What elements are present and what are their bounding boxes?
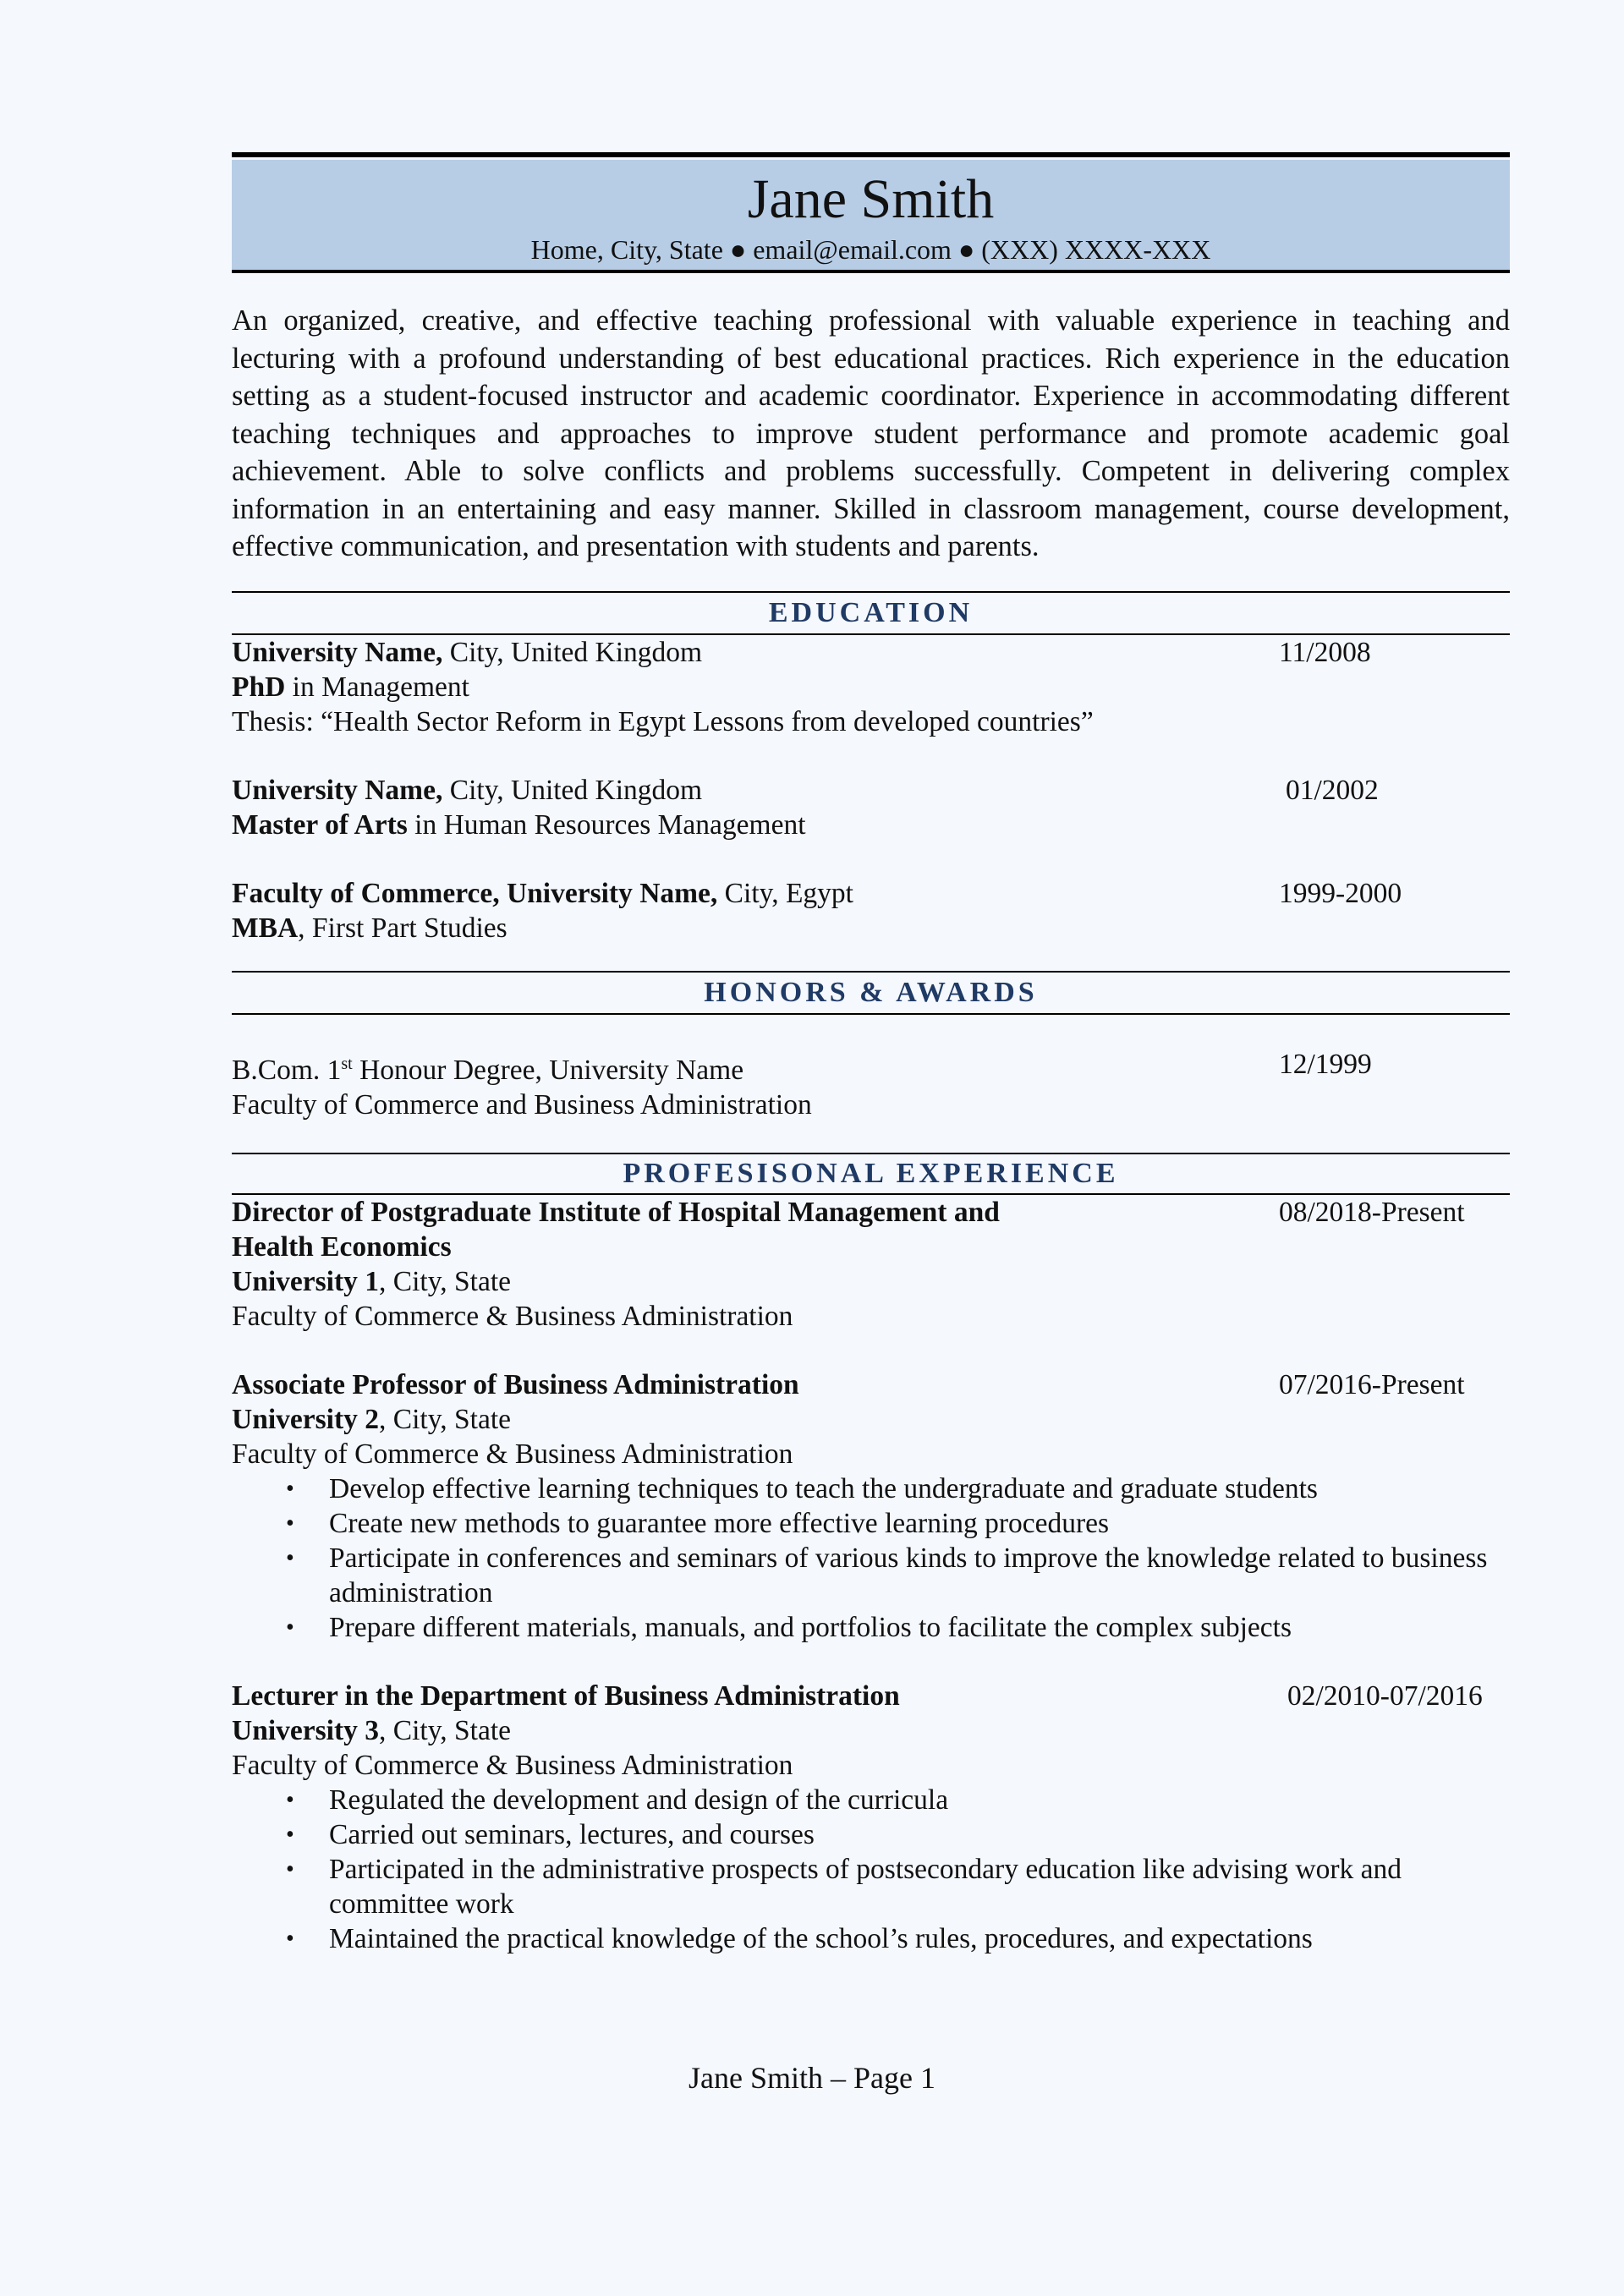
page-footer: Jane Smith – Page 1 [689,2061,935,2095]
job-title: Associate Professor of Business Administration [232,1368,799,1400]
honor-faculty: Faculty of Commerce and Business Administration [232,1088,812,1121]
honor-entry [232,1047,1510,1122]
bullet-text: Regulated the development and design of the curricula [329,1784,949,1816]
contact-line: Home, City, State ● email@email.com ● (XXX) XXXX-XXX [530,234,1211,265]
bullet-icon: • [286,1925,294,1952]
section-heading-experience: PROFESISONAL EXPERIENCE [232,1153,1510,1195]
job-department: Faculty of Commerce & Business Administration [232,1438,793,1470]
bullet-text: Carried out seminars, lectures, and courses [329,1818,815,1850]
education-section [232,591,1510,945]
education-date: 01/2002 [1286,774,1379,806]
job-entry [232,1679,1510,1956]
honor-degree: B.Com. 1 [232,1054,342,1086]
employer-location: , City, State [379,1714,512,1746]
employer: University 3 [232,1714,379,1746]
bullet-icon: • [286,1614,294,1641]
school-name: University Name, [232,774,443,806]
list-item [232,1783,1510,1817]
bullet-text: Create new methods to guarantee more effective learning procedures [329,1507,1110,1539]
bullet-text: Participate in conferences and seminars of various kinds to improve the knowledge related to business administration [329,1542,1488,1608]
header [232,152,1510,273]
bullet-icon: • [286,1855,294,1882]
list-item [232,1541,1510,1610]
degree-name: Master of Arts [232,808,408,841]
employer-location: , City, State [379,1403,512,1435]
honor-date: 12/1999 [1279,1048,1372,1080]
honor-superscript: st [341,1054,353,1073]
education-entry [232,876,1510,945]
job-entry [232,1367,1510,1645]
bullet-text: Prepare different materials, manuals, and portfolios to facilitate the complex subjects [329,1611,1292,1643]
degree-name: MBA [232,912,299,944]
bullet-text: Maintained the practical knowledge of the school’s rules, procedures, and expectations [329,1922,1313,1954]
school-location: City, United Kingdom [442,774,703,806]
degree-field: in Management [285,671,469,703]
education-entry [232,773,1510,842]
bullet-icon: • [286,1544,294,1571]
bullet-text: Develop effective learning techniques to teach the undergraduate and graduate students [329,1472,1318,1504]
job-title: Director of Postgraduate Institute of Hospital Management and [232,1196,1000,1228]
bullet-icon: • [286,1475,294,1502]
employer-location: , City, State [379,1265,512,1297]
school-location: City, Egypt [717,877,853,909]
thesis-line: Thesis: “Health Sector Reform in Egypt Lessons from developed countries” [232,705,1094,737]
honors-section [232,971,1510,1122]
school-name: Faculty of Commerce, University Name, [232,877,718,909]
bullet-icon: • [286,1821,294,1848]
education-entry [232,635,1510,739]
job-date: 07/2016-Present [1279,1368,1465,1400]
header-band [232,160,1510,273]
summary-paragraph: An organized, creative, and effective teaching professional with valuable experience in teaching and lecturing with a profound understanding of best educational practices. Rich experience in the education setting as a student-focused instructor and academic coordinator. Experience in accommodating different teaching techniques and approaches to improve student performance and promote academic goal achievement. Able to solve conflicts and problems successfully. Competent in delivering complex information in an entertaining and easy manner. Skilled in classroom management, course development, effective communication, and presentation with students and parents. [232,304,1510,562]
job-date: 08/2018-Present [1279,1196,1465,1228]
candidate-name: Jane Smith [747,168,995,230]
experience-section [232,1153,1510,1956]
degree-field: in Human Resources Management [407,808,806,841]
list-item [232,1852,1510,1921]
bullet-icon: • [286,1510,294,1537]
school-name: University Name, [232,636,443,668]
job-title: Lecturer in the Department of Business Administration [232,1680,900,1712]
school-location: City, United Kingdom [442,636,703,668]
education-date: 1999-2000 [1279,877,1402,909]
section-heading-education: EDUCATION [232,591,1510,635]
list-item [232,1471,1510,1506]
job-department: Faculty of Commerce & Business Administration [232,1749,793,1781]
job-bullets [232,1783,1510,1956]
list-item [232,1610,1510,1645]
job-department: Faculty of Commerce & Business Administration [232,1300,793,1332]
job-title-cont: Health Economics [232,1230,452,1263]
honor-degree-rest: Honour Degree, University Name [352,1054,744,1086]
list-item [232,1506,1510,1541]
employer: University 2 [232,1403,379,1435]
degree-field: , First Part Studies [298,912,508,944]
job-bullets [232,1471,1510,1645]
job-date: 02/2010-07/2016 [1287,1680,1483,1712]
employer: University 1 [232,1265,379,1297]
list-item [232,1817,1510,1852]
bullet-icon: • [286,1786,294,1813]
job-entry [232,1195,1510,1334]
bullet-text: Participated in the administrative prospects of postsecondary education like advising work and committee work [329,1853,1402,1920]
list-item [232,1921,1510,1956]
resume-page [232,152,1510,1956]
degree-name: PhD [232,671,286,703]
section-heading-honors: HONORS & AWARDS [232,971,1510,1015]
education-date: 11/2008 [1279,636,1371,668]
